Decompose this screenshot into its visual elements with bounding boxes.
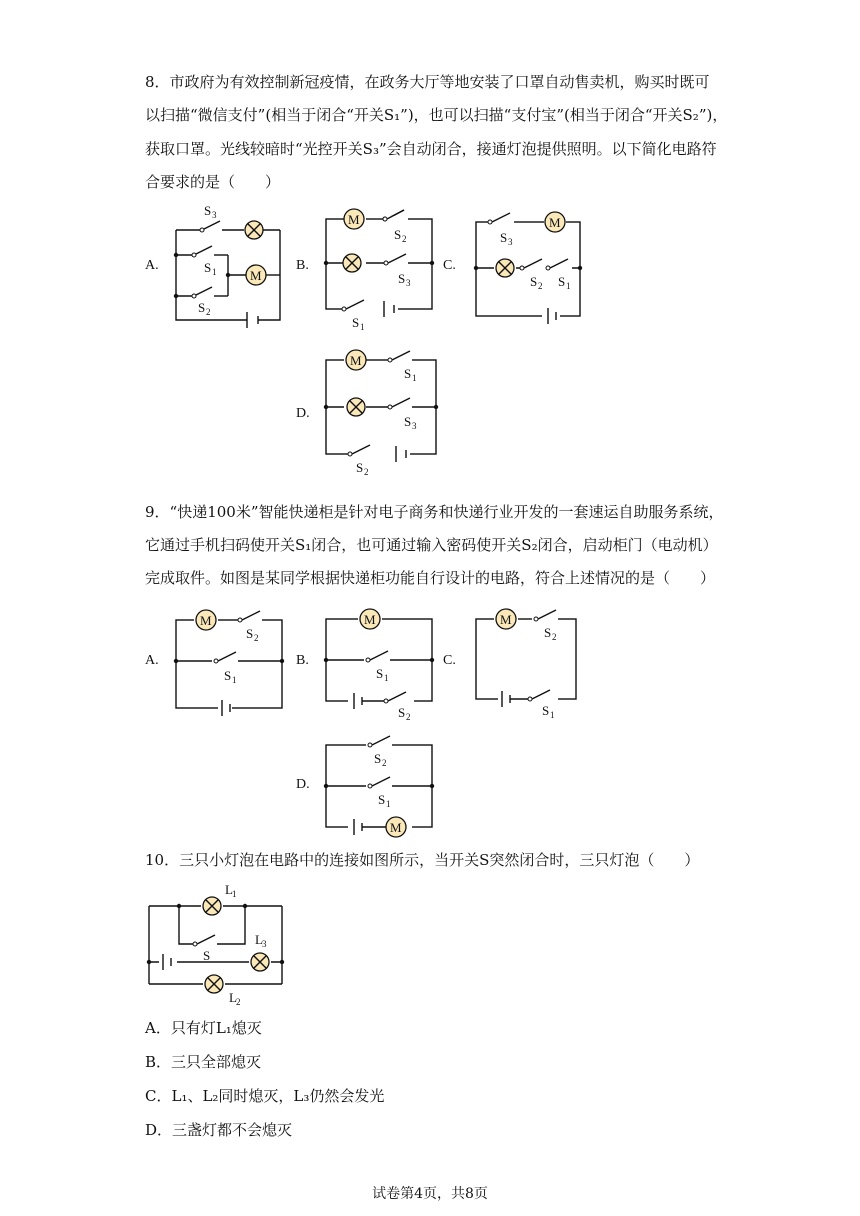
q8a-motor-label: M xyxy=(250,268,262,283)
svg-text:3: 3 xyxy=(212,210,217,220)
svg-text:2: 2 xyxy=(402,234,407,244)
q8-line2: 以扫描“微信支付”(相当于闭合“开关S₁”)，也可以扫描“支付宝”(相当于闭合“开关S₂”)， xyxy=(145,106,728,124)
svg-text:1: 1 xyxy=(566,281,571,291)
q8a-s3-label: S xyxy=(204,203,212,218)
q10-choice-d[interactable]: D．三盏灯都不会熄灭 xyxy=(145,1121,293,1139)
svg-text:1: 1 xyxy=(412,373,417,383)
q9-option-d[interactable]: D. xyxy=(296,777,310,792)
q9-option-a[interactable]: A. xyxy=(145,653,159,668)
q8-line4: 合要求的是（ ） xyxy=(145,173,281,191)
q8d-s3-label: S xyxy=(404,414,412,429)
svg-text:2: 2 xyxy=(538,281,543,291)
svg-text:3: 3 xyxy=(262,939,267,949)
q9-line3: 完成取件。如图是某同学根据快递柜功能自行设计的电路，符合上述情况的是（ ） xyxy=(145,569,716,587)
svg-text:3: 3 xyxy=(508,237,513,247)
svg-text:1: 1 xyxy=(232,675,237,685)
q9-option-b[interactable]: B. xyxy=(296,653,309,668)
q9-option-c[interactable]: C. xyxy=(443,653,456,668)
svg-text:2: 2 xyxy=(236,997,241,1007)
svg-text:1: 1 xyxy=(386,799,391,809)
q10-choice-c[interactable]: C．L₁、L₂同时熄灭，L₃仍然会发光 xyxy=(145,1087,385,1105)
q10-choice-b[interactable]: B．三只全部熄灭 xyxy=(145,1053,262,1071)
q10-l1-label: L xyxy=(225,882,233,897)
q9d-s2-label: S xyxy=(374,751,382,766)
q8a-s2-label: S xyxy=(198,300,206,315)
q8-line1: 8．市政府为有效控制新冠疫情，在政务大厅等地安装了口罩自动售卖机，购买时既可 xyxy=(145,73,710,91)
q10-circuit xyxy=(145,880,290,1005)
q8-option-d[interactable]: D. xyxy=(296,406,310,421)
svg-text:2: 2 xyxy=(206,307,211,317)
q9b-s1-label: S xyxy=(376,666,384,681)
svg-text:1: 1 xyxy=(550,710,555,720)
q9d-s1-label: S xyxy=(378,792,386,807)
svg-text:1: 1 xyxy=(360,322,365,332)
q10-choice-a[interactable]: A．只有灯L₁熄灭 xyxy=(145,1019,262,1037)
svg-text:2: 2 xyxy=(552,632,557,642)
svg-text:M: M xyxy=(364,612,376,627)
q8-option-c[interactable]: C. xyxy=(443,258,456,273)
svg-text:1: 1 xyxy=(212,267,217,277)
page-footer: 试卷第4页，共8页 xyxy=(372,1186,488,1202)
q8-line3: 获取口罩。光线较暗时“光控开关S₃”会自动闭合，接通灯泡提供照明。以下简化电路符 xyxy=(145,140,717,158)
q8c-s1-label: S xyxy=(558,274,566,289)
q10-s-label: S xyxy=(203,948,211,963)
svg-text:2: 2 xyxy=(364,467,369,477)
svg-text:1: 1 xyxy=(232,889,237,899)
svg-text:M: M xyxy=(200,613,212,628)
q9a-s2-label: S xyxy=(246,626,254,641)
svg-text:M: M xyxy=(500,612,512,627)
q9c-s2-label: S xyxy=(544,625,552,640)
svg-text:1: 1 xyxy=(384,673,389,683)
q9a-s1-label: S xyxy=(224,668,232,683)
q8c-s3-label: S xyxy=(500,230,508,245)
svg-text:2: 2 xyxy=(406,712,411,722)
svg-text:M: M xyxy=(348,212,360,227)
q10-l2-label: L xyxy=(229,990,237,1005)
svg-text:2: 2 xyxy=(382,758,387,768)
q8c-s2-label: S xyxy=(530,274,538,289)
q8-circuit-c xyxy=(472,208,592,328)
svg-text:3: 3 xyxy=(412,421,417,431)
svg-text:M: M xyxy=(549,215,561,230)
svg-text:M: M xyxy=(350,353,362,368)
q8-circuit-a xyxy=(170,200,290,330)
q8-circuit-d xyxy=(322,350,442,480)
svg-text:2: 2 xyxy=(254,633,259,643)
svg-text:M: M xyxy=(390,820,402,835)
q8b-s2-label: S xyxy=(394,227,402,242)
q8-option-a[interactable]: A. xyxy=(145,258,159,273)
q8a-s1-label: S xyxy=(204,260,212,275)
q10-l3-label: L xyxy=(255,932,263,947)
q8d-s2-label: S xyxy=(356,460,364,475)
q9-circuit-a xyxy=(172,608,292,718)
q10-line1: 10．三只小灯泡在电路中的连接如图所示，当开关S突然闭合时，三只灯泡（ ） xyxy=(145,851,700,869)
q9c-s1-label: S xyxy=(542,703,550,718)
q9-circuit-c xyxy=(472,607,582,719)
q9-circuit-b xyxy=(322,607,442,722)
q9-circuit-d xyxy=(322,735,442,840)
q8b-s3-label: S xyxy=(398,271,406,286)
q9-line1: 9．“快递100米”智能快递柜是针对电子商务和快递行业开发的一套速运自助服务系统， xyxy=(145,503,724,521)
q9b-s2-label: S xyxy=(398,705,406,720)
q8b-s1-label: S xyxy=(352,315,360,330)
q8-circuit-b xyxy=(322,205,442,335)
q9-line2: 它通过手机扫码使开关S₁闭合，也可通过输入密码使开关S₂闭合，启动柜门（电动机） xyxy=(145,536,718,554)
q8d-s1-label: S xyxy=(404,366,412,381)
svg-text:3: 3 xyxy=(406,278,411,288)
q8-option-b[interactable]: B. xyxy=(296,258,309,273)
